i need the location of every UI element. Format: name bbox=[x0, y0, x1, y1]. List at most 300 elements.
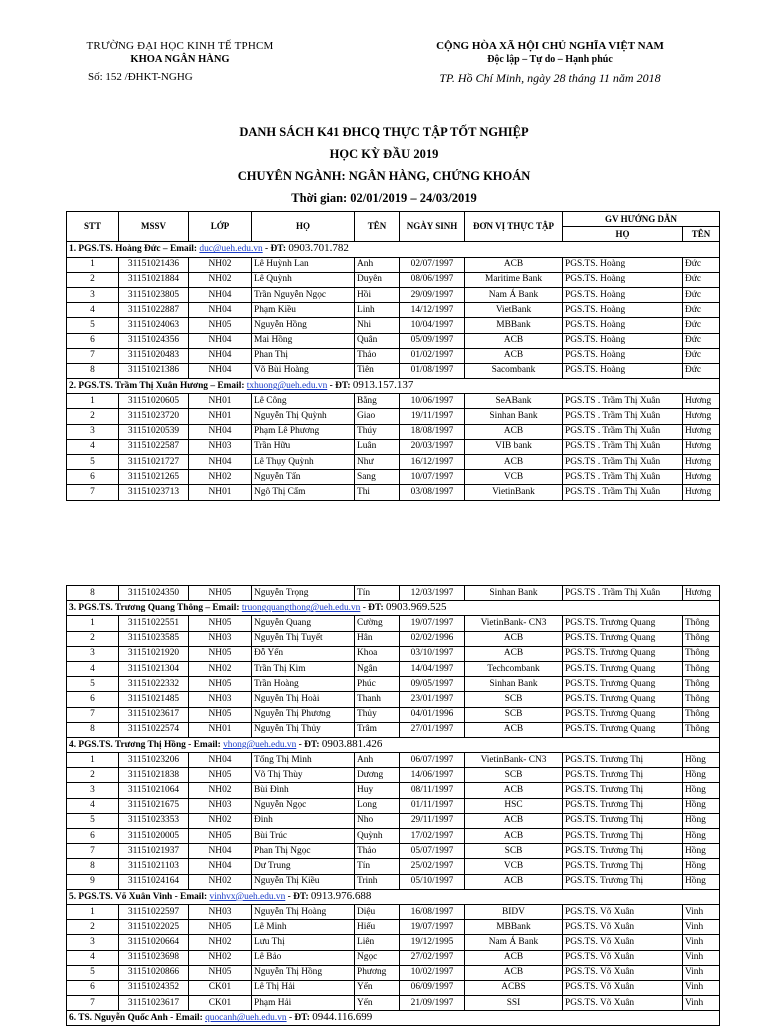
row-ten: Thảo bbox=[355, 844, 400, 859]
table-row bbox=[67, 950, 720, 965]
advisor-group-row bbox=[67, 737, 720, 752]
row-stt: 6 bbox=[67, 980, 119, 995]
document-title bbox=[0, 121, 768, 209]
row-mssv: 31151023805 bbox=[119, 287, 189, 302]
row-ngaysinh: 09/05/1997 bbox=[400, 677, 465, 692]
row-ngaysinh: 06/09/1997 bbox=[400, 980, 465, 995]
row-stt: 7 bbox=[67, 348, 119, 363]
row-stt: 1 bbox=[67, 394, 119, 409]
row-lop: NH04 bbox=[189, 303, 252, 318]
row-lop: NH04 bbox=[189, 424, 252, 439]
row-ngaysinh: 01/02/1997 bbox=[400, 348, 465, 363]
row-stt: 4 bbox=[67, 439, 119, 454]
advisor-phone: 0903.881.426 bbox=[321, 737, 383, 750]
row-stt: 7 bbox=[67, 996, 119, 1011]
row-gv-ho: PGS.TS. Trương Quang bbox=[563, 661, 683, 676]
row-stt: 4 bbox=[67, 303, 119, 318]
advisor-group-row bbox=[67, 601, 720, 616]
row-lop: NH01 bbox=[189, 722, 252, 737]
row-gv-ten: Hồng bbox=[683, 798, 720, 813]
table-row bbox=[67, 348, 720, 363]
col-gv-ten: TÊN bbox=[683, 227, 720, 242]
row-gv-ho: PGS.TS. Võ Xuân bbox=[563, 920, 683, 935]
row-stt: 7 bbox=[67, 485, 119, 500]
row-ho: Nguyễn Thị Hoài bbox=[252, 692, 355, 707]
row-mssv: 31151022887 bbox=[119, 303, 189, 318]
title-line-1: DANH SÁCH K41 ĐHCQ THỰC TẬP TỐT NGHIỆP bbox=[239, 125, 529, 139]
row-donvi: Sinhan Bank bbox=[465, 409, 563, 424]
row-gv-ten: Hồng bbox=[683, 829, 720, 844]
advisor-phone: 0913.157.137 bbox=[352, 379, 414, 392]
row-mssv: 31151022587 bbox=[119, 439, 189, 454]
row-donvi: Nam Á Bank bbox=[465, 935, 563, 950]
table-row bbox=[67, 753, 720, 768]
row-stt: 5 bbox=[67, 455, 119, 470]
row-donvi: ACB bbox=[465, 348, 563, 363]
title-line-4: Thời gian: 02/01/2019 – 24/03/2019 bbox=[291, 191, 477, 205]
row-gv-ho: PGS.TS. Hoàng bbox=[563, 257, 683, 272]
row-stt: 3 bbox=[67, 783, 119, 798]
row-gv-ho: PGS.TS. Trương Thị bbox=[563, 874, 683, 889]
row-ten: Tín bbox=[355, 859, 400, 874]
row-mssv: 31151021485 bbox=[119, 692, 189, 707]
row-stt: 5 bbox=[67, 813, 119, 828]
row-lop: NH01 bbox=[189, 394, 252, 409]
row-stt: 1 bbox=[67, 257, 119, 272]
row-ngaysinh: 14/06/1997 bbox=[400, 768, 465, 783]
row-gv-ten: Đức bbox=[683, 348, 720, 363]
advisor-label: 1. PGS.TS. Hoàng Đức – Email: bbox=[69, 244, 200, 255]
row-gv-ho: PGS.TS. Võ Xuân bbox=[563, 935, 683, 950]
issuer-block bbox=[70, 40, 290, 84]
row-ten: Quân bbox=[355, 333, 400, 348]
row-ho: Lê Huỳnh Lan bbox=[252, 257, 355, 272]
col-gvhd: GV HƯỚNG DẪN bbox=[563, 212, 720, 227]
row-ten: Hồi bbox=[355, 287, 400, 302]
row-lop: NH02 bbox=[189, 783, 252, 798]
row-gv-ho: PGS.TS. Hoàng bbox=[563, 318, 683, 333]
row-ten: Trâm bbox=[355, 722, 400, 737]
row-donvi: ACB bbox=[465, 722, 563, 737]
row-gv-ho: PGS.TS . Trầm Thị Xuân bbox=[563, 485, 683, 500]
table-row bbox=[67, 965, 720, 980]
row-lop: NH01 bbox=[189, 409, 252, 424]
table-row bbox=[67, 455, 720, 470]
phone-label: - ĐT: bbox=[286, 1013, 313, 1024]
row-stt: 4 bbox=[67, 661, 119, 676]
row-ngaysinh: 08/11/1997 bbox=[400, 783, 465, 798]
row-lop: NH05 bbox=[189, 920, 252, 935]
phone-label: - ĐT: bbox=[327, 381, 353, 392]
row-ho: Bùi Trúc bbox=[252, 829, 355, 844]
row-ngaysinh: 25/02/1997 bbox=[400, 859, 465, 874]
row-ngaysinh: 18/08/1997 bbox=[400, 424, 465, 439]
row-ho: Lê Thị Hải bbox=[252, 980, 355, 995]
row-mssv: 31151023617 bbox=[119, 996, 189, 1011]
row-ten: Luân bbox=[355, 439, 400, 454]
row-donvi: Sinhan Bank bbox=[465, 586, 563, 601]
row-lop: NH02 bbox=[189, 950, 252, 965]
row-lop: NH05 bbox=[189, 616, 252, 631]
row-gv-ho: PGS.TS. Hoàng bbox=[563, 303, 683, 318]
row-ten: Thanh bbox=[355, 692, 400, 707]
row-mssv: 31151020539 bbox=[119, 424, 189, 439]
row-lop: NH02 bbox=[189, 257, 252, 272]
row-ho: Lưu Thị bbox=[252, 935, 355, 950]
school-name: TRƯỜNG ĐẠI HỌC KINH TẾ TPHCM bbox=[86, 40, 274, 52]
row-mssv: 31151024350 bbox=[119, 586, 189, 601]
row-mssv: 31151023353 bbox=[119, 813, 189, 828]
col-ho: HỌ bbox=[252, 212, 355, 242]
row-ten: Duyên bbox=[355, 272, 400, 287]
advisor-email-link[interactable]: vhong@ueh.edu.vn bbox=[223, 739, 297, 750]
advisor-email-link[interactable]: truongquangthong@ueh.edu.vn bbox=[241, 603, 361, 614]
row-ten: Nho bbox=[355, 813, 400, 828]
table-row bbox=[67, 813, 720, 828]
row-ho: Nguyễn Hồng bbox=[252, 318, 355, 333]
row-ho: Nguyễn Ngọc bbox=[252, 798, 355, 813]
row-gv-ho: PGS.TS. Trương Thị bbox=[563, 783, 683, 798]
row-gv-ten: Vinh bbox=[683, 920, 720, 935]
row-ngaysinh: 04/01/1996 bbox=[400, 707, 465, 722]
row-gv-ten: Thông bbox=[683, 722, 720, 737]
row-mssv: 31151021838 bbox=[119, 768, 189, 783]
row-mssv: 31151022574 bbox=[119, 722, 189, 737]
row-gv-ten: Hồng bbox=[683, 859, 720, 874]
row-ho: Tống Thị Minh bbox=[252, 753, 355, 768]
row-ten: Yến bbox=[355, 980, 400, 995]
row-gv-ten: Hương bbox=[683, 394, 720, 409]
row-donvi: ACB bbox=[465, 813, 563, 828]
row-lop: NH05 bbox=[189, 965, 252, 980]
row-ho: Trần Hữu bbox=[252, 439, 355, 454]
row-mssv: 31151021884 bbox=[119, 272, 189, 287]
row-gv-ho: PGS.TS. Hoàng bbox=[563, 348, 683, 363]
row-gv-ten: Đức bbox=[683, 318, 720, 333]
row-lop: NH04 bbox=[189, 844, 252, 859]
row-gv-ho: PGS.TS. Võ Xuân bbox=[563, 904, 683, 919]
row-stt: 8 bbox=[67, 586, 119, 601]
row-ho: Nguyễn Quang bbox=[252, 616, 355, 631]
row-ho: Võ Thị Thùy bbox=[252, 768, 355, 783]
row-gv-ho: PGS.TS. Trương Thị bbox=[563, 844, 683, 859]
nation-name: CỘNG HÒA XÃ HỘI CHỦ NGHĨA VIỆT NAM bbox=[436, 40, 664, 52]
row-mssv: 31151020483 bbox=[119, 348, 189, 363]
row-ten: Thúy bbox=[355, 424, 400, 439]
row-gv-ten: Thông bbox=[683, 616, 720, 631]
row-gv-ten: Thông bbox=[683, 707, 720, 722]
row-mssv: 31151021937 bbox=[119, 844, 189, 859]
row-gv-ho: PGS.TS. Trương Thị bbox=[563, 768, 683, 783]
row-stt: 1 bbox=[67, 616, 119, 631]
row-gv-ten: Thông bbox=[683, 661, 720, 676]
row-ho: Nguyễn Thị Thủy bbox=[252, 722, 355, 737]
row-gv-ho: PGS.TS. Võ Xuân bbox=[563, 950, 683, 965]
row-gv-ten: Hương bbox=[683, 586, 720, 601]
row-mssv: 31151023617 bbox=[119, 707, 189, 722]
row-ngaysinh: 29/09/1997 bbox=[400, 287, 465, 302]
row-mssv: 31151024063 bbox=[119, 318, 189, 333]
row-donvi: SCB bbox=[465, 707, 563, 722]
row-gv-ho: PGS.TS. Võ Xuân bbox=[563, 980, 683, 995]
row-ho: Lê Quỳnh bbox=[252, 272, 355, 287]
row-mssv: 31151024352 bbox=[119, 980, 189, 995]
row-ngaysinh: 19/07/1997 bbox=[400, 920, 465, 935]
advisor-phone: 0944.116.699 bbox=[312, 1011, 373, 1024]
col-stt: STT bbox=[67, 212, 119, 242]
row-ngaysinh: 19/12/1995 bbox=[400, 935, 465, 950]
row-gv-ho: PGS.TS . Trầm Thị Xuân bbox=[563, 424, 683, 439]
row-donvi: BIDV bbox=[465, 904, 563, 919]
row-ten: Khoa bbox=[355, 646, 400, 661]
row-stt: 3 bbox=[67, 646, 119, 661]
table-row bbox=[67, 829, 720, 844]
row-ten: Dương bbox=[355, 768, 400, 783]
row-ten: Thảo bbox=[355, 348, 400, 363]
row-ngaysinh: 17/02/1997 bbox=[400, 829, 465, 844]
row-ho: Bùi Đình bbox=[252, 783, 355, 798]
row-gv-ho: PGS.TS. Trương Quang bbox=[563, 646, 683, 661]
row-ngaysinh: 05/07/1997 bbox=[400, 844, 465, 859]
row-ngaysinh: 14/04/1997 bbox=[400, 661, 465, 676]
row-ten: Quỳnh bbox=[355, 829, 400, 844]
title-line-3: CHUYÊN NGÀNH: NGÂN HÀNG, CHỨNG KHOÁN bbox=[237, 169, 531, 183]
row-ngaysinh: 01/08/1997 bbox=[400, 363, 465, 378]
row-gv-ten: Đức bbox=[683, 363, 720, 378]
row-ngaysinh: 19/07/1997 bbox=[400, 616, 465, 631]
row-stt: 4 bbox=[67, 950, 119, 965]
row-donvi: Techcombank bbox=[465, 661, 563, 676]
advisor-phone: 0903.969.525 bbox=[385, 601, 447, 614]
row-donvi: ACB bbox=[465, 424, 563, 439]
row-ngaysinh: 10/02/1997 bbox=[400, 965, 465, 980]
advisor-group-row bbox=[67, 242, 720, 257]
row-lop: NH04 bbox=[189, 363, 252, 378]
row-mssv: 31151021304 bbox=[119, 661, 189, 676]
row-gv-ten: Thông bbox=[683, 631, 720, 646]
row-gv-ten: Vinh bbox=[683, 996, 720, 1011]
table-row bbox=[67, 287, 720, 302]
row-ten: Phương bbox=[355, 965, 400, 980]
row-gv-ho: PGS.TS. Hoàng bbox=[563, 287, 683, 302]
row-ten: Anh bbox=[355, 257, 400, 272]
col-mssv: MSSV bbox=[119, 212, 189, 242]
row-donvi: SeABank bbox=[465, 394, 563, 409]
row-ho: Phan Thị bbox=[252, 348, 355, 363]
row-donvi: Maritime Bank bbox=[465, 272, 563, 287]
row-ho: Võ Bùi Hoàng bbox=[252, 363, 355, 378]
row-mssv: 31151023720 bbox=[119, 409, 189, 424]
row-lop: NH05 bbox=[189, 829, 252, 844]
row-ho: Phạm Kiều bbox=[252, 303, 355, 318]
row-mssv: 31151021386 bbox=[119, 363, 189, 378]
table-row bbox=[67, 586, 720, 601]
table-row bbox=[67, 920, 720, 935]
row-donvi: VietinBank- CN3 bbox=[465, 616, 563, 631]
row-lop: NH03 bbox=[189, 904, 252, 919]
table-row bbox=[67, 272, 720, 287]
row-donvi: HSC bbox=[465, 798, 563, 813]
row-lop: NH05 bbox=[189, 646, 252, 661]
table-row bbox=[67, 303, 720, 318]
row-ho: Mai Hồng bbox=[252, 333, 355, 348]
row-lop: NH02 bbox=[189, 813, 252, 828]
table-row bbox=[67, 394, 720, 409]
table-row bbox=[67, 257, 720, 272]
row-ho: Nguyễn Thị Quỳnh bbox=[252, 409, 355, 424]
advisor-group-row bbox=[67, 379, 720, 394]
row-mssv: 31151020664 bbox=[119, 935, 189, 950]
national-motto: Độc lập – Tự do – Hạnh phúc bbox=[487, 54, 613, 65]
row-ngaysinh: 05/09/1997 bbox=[400, 333, 465, 348]
row-mssv: 31151022597 bbox=[119, 904, 189, 919]
row-gv-ten: Vinh bbox=[683, 935, 720, 950]
row-stt: 6 bbox=[67, 692, 119, 707]
row-lop: NH02 bbox=[189, 272, 252, 287]
table-row bbox=[67, 631, 720, 646]
row-stt: 1 bbox=[67, 753, 119, 768]
table-row bbox=[67, 783, 720, 798]
row-ten: Cường bbox=[355, 616, 400, 631]
row-stt: 2 bbox=[67, 920, 119, 935]
table-row bbox=[67, 485, 720, 500]
row-ten: Liên bbox=[355, 935, 400, 950]
table-row bbox=[67, 677, 720, 692]
row-donvi: VCB bbox=[465, 859, 563, 874]
row-donvi: ACB bbox=[465, 455, 563, 470]
row-ten: Ngân bbox=[355, 661, 400, 676]
row-donvi: ACB bbox=[465, 829, 563, 844]
row-gv-ho: PGS.TS. Hoàng bbox=[563, 272, 683, 287]
row-lop: NH04 bbox=[189, 333, 252, 348]
advisor-phone: 0903.701.782 bbox=[288, 242, 349, 255]
row-mssv: 31151022025 bbox=[119, 920, 189, 935]
row-gv-ten: Hồng bbox=[683, 874, 720, 889]
place-date: TP. Hồ Chí Minh, ngày 28 tháng 11 năm 2018 bbox=[439, 71, 661, 85]
row-ngaysinh: 10/07/1997 bbox=[400, 470, 465, 485]
row-ngaysinh: 20/03/1997 bbox=[400, 439, 465, 454]
advisor-label: 2. PGS.TS. Trầm Thị Xuân Hương – Email: bbox=[69, 381, 247, 392]
row-mssv: 31151020605 bbox=[119, 394, 189, 409]
row-ho: Nguyễn Thị Tuyết bbox=[252, 631, 355, 646]
row-stt: 5 bbox=[67, 677, 119, 692]
row-donvi: ACB bbox=[465, 965, 563, 980]
row-ten: Diệu bbox=[355, 904, 400, 919]
row-stt: 3 bbox=[67, 424, 119, 439]
row-ngaysinh: 14/12/1997 bbox=[400, 303, 465, 318]
row-stt: 2 bbox=[67, 768, 119, 783]
row-gv-ho: PGS.TS. Trương Quang bbox=[563, 616, 683, 631]
row-gv-ten: Đức bbox=[683, 333, 720, 348]
row-ngaysinh: 10/04/1997 bbox=[400, 318, 465, 333]
row-gv-ho: PGS.TS. Trương Quang bbox=[563, 677, 683, 692]
row-ten: Tín bbox=[355, 586, 400, 601]
row-mssv: 31151023698 bbox=[119, 950, 189, 965]
row-lop: NH04 bbox=[189, 753, 252, 768]
row-ho: Nguyễn Thị Hoàng bbox=[252, 904, 355, 919]
row-ngaysinh: 19/11/1997 bbox=[400, 409, 465, 424]
row-ho: Lê Bảo bbox=[252, 950, 355, 965]
row-ten: Phúc bbox=[355, 677, 400, 692]
advisor-label: 4. PGS.TS. Trương Thị Hồng - Email: bbox=[69, 739, 224, 750]
row-donvi: MBBank bbox=[465, 318, 563, 333]
row-stt: 2 bbox=[67, 409, 119, 424]
row-mssv: 31151023713 bbox=[119, 485, 189, 500]
row-mssv: 31151021436 bbox=[119, 257, 189, 272]
title-line-2: HỌC KỲ ĐẦU 2019 bbox=[329, 147, 439, 161]
national-heading bbox=[380, 40, 720, 85]
row-mssv: 31151021064 bbox=[119, 783, 189, 798]
row-ten: Sang bbox=[355, 470, 400, 485]
row-ho: Nguyễn Tấn bbox=[252, 470, 355, 485]
table-row bbox=[67, 980, 720, 995]
row-ho: Phạm Hải bbox=[252, 996, 355, 1011]
table-row bbox=[67, 646, 720, 661]
document-number: Số: 152 /ĐHKT-NGHG bbox=[88, 71, 193, 83]
advisor-phone: 0913.976.688 bbox=[310, 889, 372, 902]
row-ten: Ngọc bbox=[355, 950, 400, 965]
row-stt: 3 bbox=[67, 935, 119, 950]
row-mssv: 31151021727 bbox=[119, 455, 189, 470]
row-gv-ten: Đức bbox=[683, 287, 720, 302]
advisor-email-link[interactable]: vinhvx@ueh.edu.vn bbox=[209, 891, 286, 902]
row-stt: 5 bbox=[67, 318, 119, 333]
row-gv-ho: PGS.TS . Trầm Thị Xuân bbox=[563, 586, 683, 601]
row-gv-ho: PGS.TS. Trương Thị bbox=[563, 753, 683, 768]
table-row bbox=[67, 424, 720, 439]
row-gv-ho: PGS.TS. Trương Thị bbox=[563, 829, 683, 844]
advisor-email-link[interactable]: duc@ueh.edu.vn bbox=[199, 244, 263, 255]
row-donvi: VietinBank- CN3 bbox=[465, 753, 563, 768]
table-row bbox=[67, 707, 720, 722]
advisor-email-link[interactable]: txhuong@ueh.edu.vn bbox=[246, 381, 328, 392]
row-ngaysinh: 27/02/1997 bbox=[400, 950, 465, 965]
row-lop: NH05 bbox=[189, 677, 252, 692]
row-lop: CK01 bbox=[189, 980, 252, 995]
row-gv-ten: Đức bbox=[683, 303, 720, 318]
row-lop: NH01 bbox=[189, 485, 252, 500]
advisor-email-link[interactable]: quocanh@ueh.edu.vn bbox=[205, 1013, 287, 1024]
row-ten: Thủy bbox=[355, 707, 400, 722]
table-row bbox=[67, 363, 720, 378]
row-mssv: 31151024164 bbox=[119, 874, 189, 889]
row-ho: Nguyễn Thị Kiều bbox=[252, 874, 355, 889]
row-stt: 8 bbox=[67, 859, 119, 874]
row-gv-ho: PGS.TS. Trương Quang bbox=[563, 722, 683, 737]
advisor-label: 3. PGS.TS. Trương Quang Thông – Email: bbox=[69, 603, 242, 614]
student-table-page-2 bbox=[66, 585, 720, 1026]
table-row bbox=[67, 904, 720, 919]
row-donvi: ACB bbox=[465, 631, 563, 646]
table-row bbox=[67, 768, 720, 783]
row-mssv: 31151021103 bbox=[119, 859, 189, 874]
row-donvi: MBBank bbox=[465, 920, 563, 935]
row-gv-ten: Thông bbox=[683, 646, 720, 661]
table-row bbox=[67, 874, 720, 889]
row-gv-ten: Đức bbox=[683, 272, 720, 287]
row-donvi: VietinBank bbox=[465, 485, 563, 500]
row-ngaysinh: 06/07/1997 bbox=[400, 753, 465, 768]
row-mssv: 31151021675 bbox=[119, 798, 189, 813]
row-ho: Lê Minh bbox=[252, 920, 355, 935]
row-donvi: ACB bbox=[465, 874, 563, 889]
row-lop: NH05 bbox=[189, 768, 252, 783]
row-stt: 6 bbox=[67, 333, 119, 348]
row-ngaysinh: 08/06/1997 bbox=[400, 272, 465, 287]
row-stt: 2 bbox=[67, 631, 119, 646]
row-mssv: 31151023206 bbox=[119, 753, 189, 768]
row-gv-ten: Vinh bbox=[683, 965, 720, 980]
